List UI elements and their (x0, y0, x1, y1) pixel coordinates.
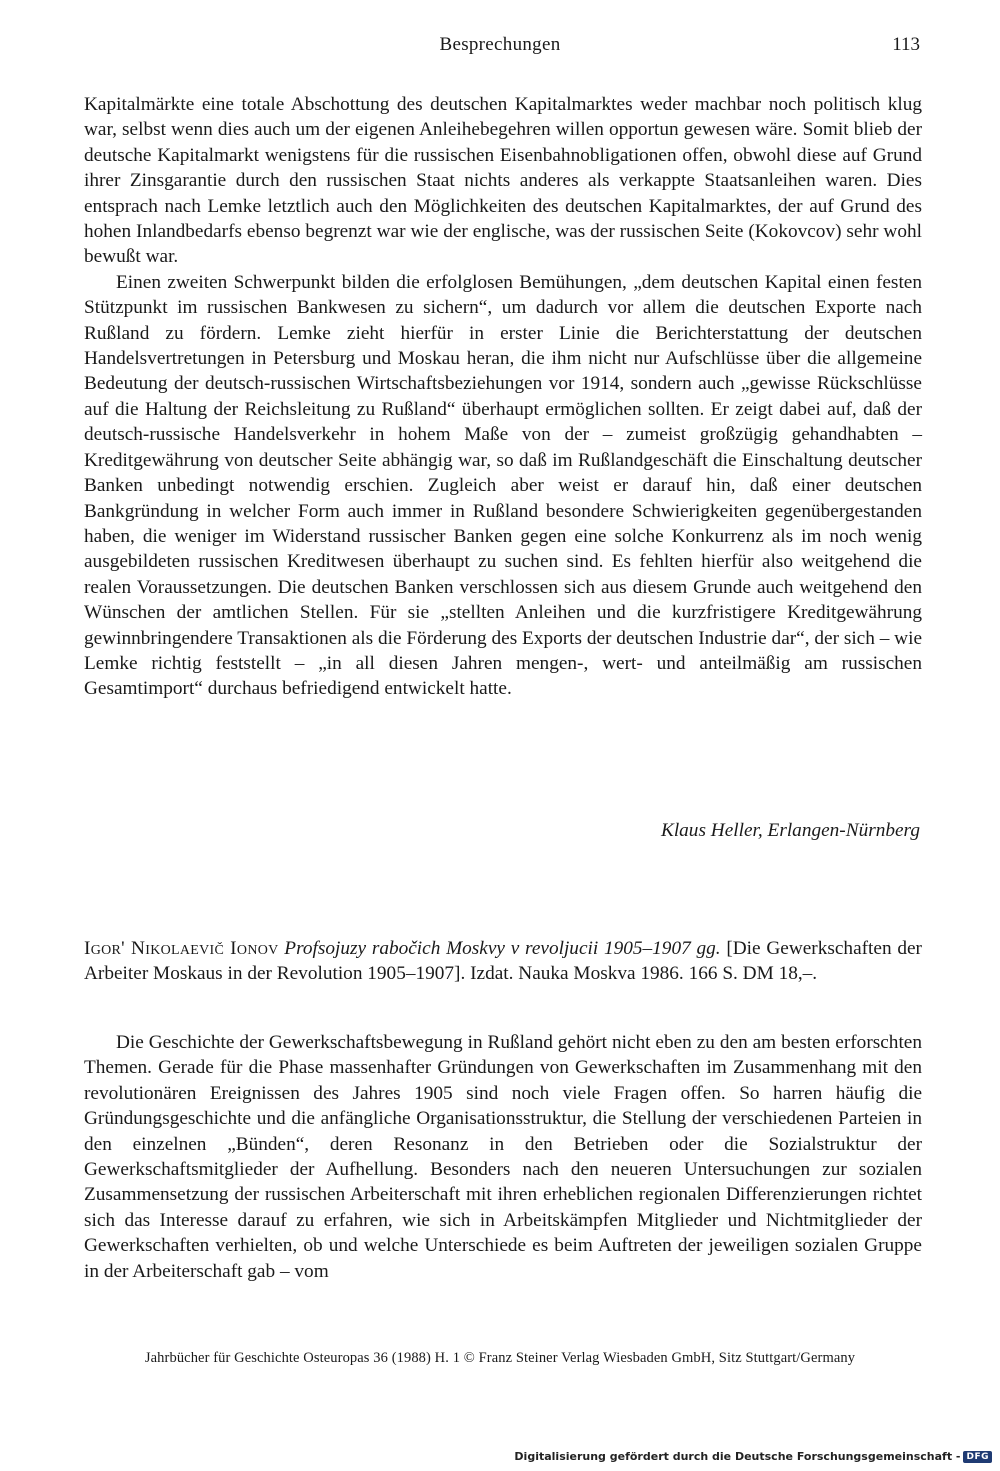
dfg-logo: DFG (963, 1451, 992, 1463)
dfg-credit (514, 1450, 992, 1463)
book-details: [Die Gewerkschaften der Arbeiter Moskaus in der Revolution 1905–1907]. Izdat. Nauka Moskva 1986. 166 S. DM 18,–. (84, 938, 922, 985)
section-title: Besprechungen (439, 34, 561, 55)
book-title: Profsojuzy rabočich Moskvy v revoljucii 1905–1907 gg. (284, 938, 721, 959)
paragraph: Einen zweiten Schwerpunkt bilden die erfolglosen Bemühungen, „dem deutschen Kapital einen festen Stützpunkt im russischen Bankwesen zu sichern“, um dadurch vor allem die deutschen Exporte nach Rußland zu fördern. Lemke zieht hierfür in erster Linie die Berichterstattung der deutschen Handelsvertretungen in Petersburg und Moskau heran, die ihm nicht nur Aufschlüsse über die allgemeine Bedeutung der deutsch-russischen Wirtschaftsbeziehungen vor 1914, sondern auch „gewisse Rückschlüsse auf die Haltung der Reichsleitung zu Rußland“ überhaupt ermöglichen sollten. Er zeigt dabei auf, daß der deutsch-russische Handelsverkehr in hohem Maße von der – zumeist großzügig gehandhabten – Kreditgewährung von deutscher Seite abhängig war, so daß im Rußlandgeschäft die Einschaltung deutscher Banken unbedingt notwendig erschien. Zugleich aber weist er darauf hin, daß einer deutschen Bankgründung in welcher Form auch immer in Rußland besondere Schwierigkeiten gegenübergestanden haben, die weniger im Widerstand russischer Banken gegen eine solche Konkurrenz als im noch wenig ausgebildeten russischen Kreditwesen überhaupt zu suchen sind. Es fehlten hierfür also weitgehend die realen Voraussetzungen. Die deutschen Banken verschlossen sich aus diesem Grunde auch weitgehend den Wünschen der amtlichen Stellen. Für sie „stellten Anleihen und die kurzfristigere Kreditgewährung gewinnbringendere Transaktionen als die Förderung des Exports der deutschen Industrie dar“, der sich – wie Lemke richtig feststellt – „in all diesen Jahren mengen-, wert- und anteilmäßig am russischen Gesamtimport“ durchaus befriedigend entwickelt hatte. (84, 271, 922, 700)
book-author: Igor' Nikolaevič Ionov (84, 938, 279, 959)
paragraph: Die Geschichte der Gewerkschaftsbewegung in Rußland gehört nicht eben zu den am besten erforschten Themen. Gerade für die Phase massenhafter Gründungen von Gewerkschaften im Zusammenhang mit den revolutionären Ereignissen des Jahres 1905 sind noch viele Fragen offen. So harren häufig die Gründungsgeschichte und die anfängliche Organisationsstruktur, die Stellung der verschiedenen Parteien in den einzelnen „Bünden“, deren Resonanz in den Betrieben oder die Sozialstruktur der Gewerkschaftsmitglieder der Aufhellung. Besonders nach den neueren Untersuchungen zur sozialen Zusammensetzung der russischen Arbeiterschaft mit ihren erheblichen regionalen Differenzierungen richtet sich das Interesse darauf zu erfahren, wie sich in Arbeitskämpfen Mitglieder und Nichtmitglieder der Gewerkschaften verhielten, ob und welche Unterschiede es beim Auftreten der jeweiligen sozialen Gruppe in der Arbeiterschaft gab – vom (84, 1032, 922, 1282)
running-header (80, 34, 920, 62)
review-1-body (84, 92, 922, 702)
review-2-body (84, 1030, 922, 1284)
journal-footer: Jahrbücher für Geschichte Osteuropas 36 (1988) H. 1 © Franz Steiner Verlag Wiesbaden GmbH, Sitz Stuttgart/Germany (144, 1350, 856, 1366)
reviewer-signature: Klaus Heller, Erlangen-Nürnberg (660, 820, 920, 841)
paragraph: Kapitalmärkte eine totale Abschottung des deutschen Kapitalmarktes weder machbar noch politisch klug war, selbst wenn dies auch um der eigenen Anleihebegehren willen opportun gewesen wäre. Somit blieb der deutsche Kapitalmarkt wenigstens für die russischen Eisenbahnobligationen offen, obwohl diese auf Grund ihrer Zinsgarantie durch den russischen Staat nichts anderes als verkappte Staatsanleihen waren. Dies entsprach nach Lemke letztlich auch den Möglichkeiten des deutschen Kapitalmarktes, der auf Grund des hohen Inlandbedarfs ebenso begrenzt war wie der englische, was der russischen Seite (Kokovcov) sehr wohl bewußt war. (84, 94, 922, 268)
page-number: 113 (892, 34, 920, 55)
bibliographic-entry (84, 936, 922, 987)
dfg-credit-text: Digitalisierung gefördert durch die Deutsche Forschungsgemeinschaft - (514, 1450, 961, 1463)
